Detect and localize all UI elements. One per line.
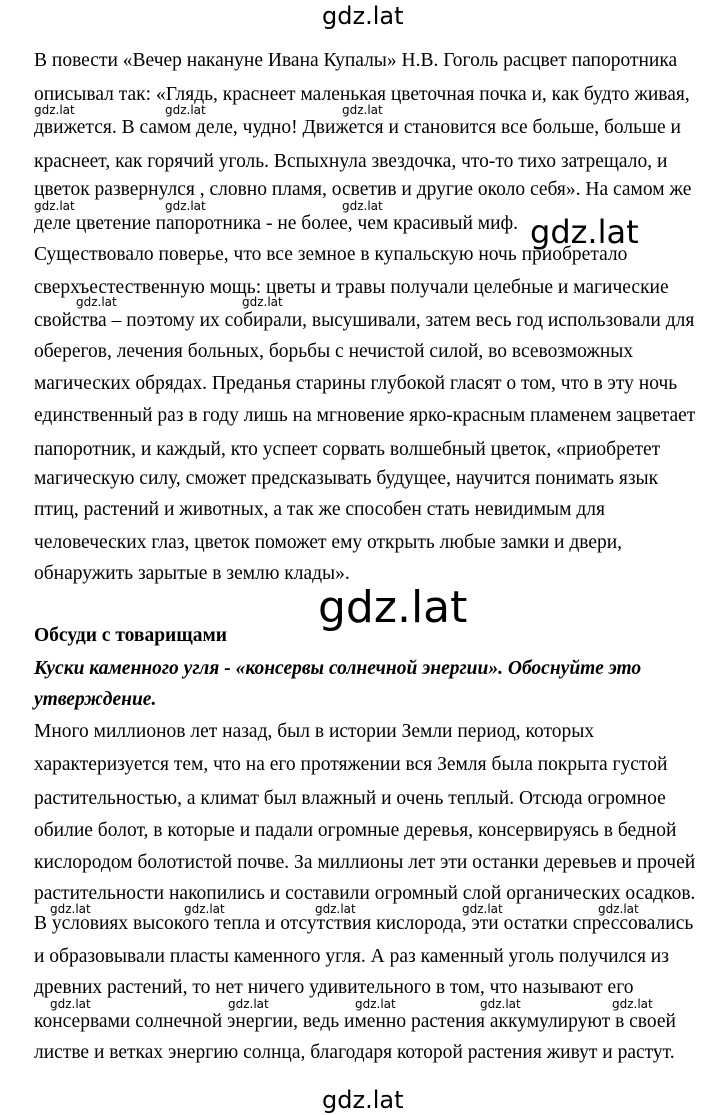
watermark-small: gdz.lat	[315, 902, 356, 916]
text-line: магическую силу, сможет предсказывать будущее, научится понимать язык	[34, 468, 659, 489]
text-line: единственный раз в году лишь на мгновение ярко-красным пламенем зацветает	[34, 405, 696, 426]
watermark-large: gdz.lat	[530, 213, 639, 251]
watermark-small: gdz.lat	[228, 997, 269, 1011]
text-line: обнаружить зарытые в землю клады».	[34, 563, 350, 584]
text-line: движется. В самом деле, чудно! Движется и становится все больше, больше и	[34, 117, 681, 138]
watermark-bottom: gdz.lat	[322, 1086, 404, 1114]
watermark-small: gdz.lat	[50, 902, 91, 916]
section-heading: Обсуди с товарищами	[34, 625, 228, 646]
watermark-small: gdz.lat	[34, 103, 75, 117]
text-line: растительностью, а климат был влажный и очень теплый. Отсюда огромное	[34, 788, 666, 809]
text-line: птиц, растений и животных, а так же способен стать невидимым для	[34, 499, 605, 520]
text-line: человеческих глаз, цветок поможет ему открыть любые замки и двери,	[34, 532, 623, 553]
watermark-small: gdz.lat	[355, 997, 396, 1011]
text-line: древних растений, то нет ничего удивительного в том, что называют его	[34, 977, 634, 998]
text-line: описывал так: «Глядь, краснеет маленькая цветочная почка и, как будто живая,	[34, 84, 690, 105]
text-line: консервами солнечной энергии, ведь именно растения аккумулируют в своей	[34, 1011, 676, 1032]
text-line: листве и ветках энергию солнца, благодаря которой растения живут и растут.	[34, 1042, 675, 1063]
watermark-small: gdz.lat	[480, 997, 521, 1011]
watermark-small: gdz.lat	[50, 997, 91, 1011]
text-line: цветок развернулся , словно пламя, осветив и другие около себя». На самом же	[34, 179, 692, 200]
question-line: утверждение.	[34, 689, 157, 710]
text-line: В условиях высокого тепла и отсутствия кислорода, эти остатки спрессовались	[34, 913, 694, 934]
watermark-small: gdz.lat	[34, 199, 75, 213]
watermark-top: gdz.lat	[322, 2, 404, 30]
watermark-small: gdz.lat	[598, 902, 639, 916]
text-line: оберегов, лечения больных, борьбы с нечистой силой, во всевозможных	[34, 341, 634, 362]
text-line: краснеет, как горячий уголь. Вспыхнула звездочка, что-то тихо затрещало, и	[34, 151, 668, 172]
text-line: В повести «Вечер накануне Ивана Купалы» Н.В. Гоголь расцвет папоротника	[34, 50, 678, 71]
text-line: и образовывали пласты каменного угля. А раз каменный уголь получился из	[34, 946, 669, 967]
text-line: характеризуется тем, что на его протяжении вся Земля была покрыта густой	[34, 754, 668, 775]
watermark-small: gdz.lat	[76, 295, 117, 309]
text-line: магических обрядах. Преданья старины глубокой гласят о том, что в эту ночь	[34, 373, 678, 394]
watermark-small: gdz.lat	[342, 103, 383, 117]
watermark-hero: gdz.lat	[318, 582, 468, 633]
text-line: Много миллионов лет назад, был в истории Земли период, которых	[34, 721, 595, 742]
watermark-small: gdz.lat	[165, 103, 206, 117]
text-line: папоротник, и каждый, кто успеет сорвать волшебный цветок, «приобретет	[34, 439, 661, 460]
text-line: растительности накопились и составили огромный слой органических осадков.	[34, 883, 696, 904]
watermark-small: gdz.lat	[462, 902, 503, 916]
text-line: Существовало поверье, что все земное в купальскую ночь приобретало	[34, 244, 628, 265]
watermark-small: gdz.lat	[612, 997, 653, 1011]
text-line: обилие болот, в которые и падали огромные деревья, консервируясь в бедной	[34, 820, 677, 841]
watermark-small: gdz.lat	[165, 199, 206, 213]
text-line: свойства – поэтому их собирали, высушивали, затем весь год использовали для	[34, 310, 695, 331]
watermark-small: gdz.lat	[342, 199, 383, 213]
text-line: сверхъестественную мощь: цветы и травы получали целебные и магические	[34, 277, 669, 298]
text-line: кислородом болотистой почве. За миллионы лет эти останки деревьев и прочей	[34, 852, 696, 873]
watermark-small: gdz.lat	[184, 902, 225, 916]
text-line: деле цветение папоротника - не более, чем красивый миф.	[34, 213, 519, 234]
question-line: Куски каменного угля - «консервы солнечной энергии». Обоснуйте это	[34, 658, 642, 679]
watermark-small: gdz.lat	[242, 295, 283, 309]
